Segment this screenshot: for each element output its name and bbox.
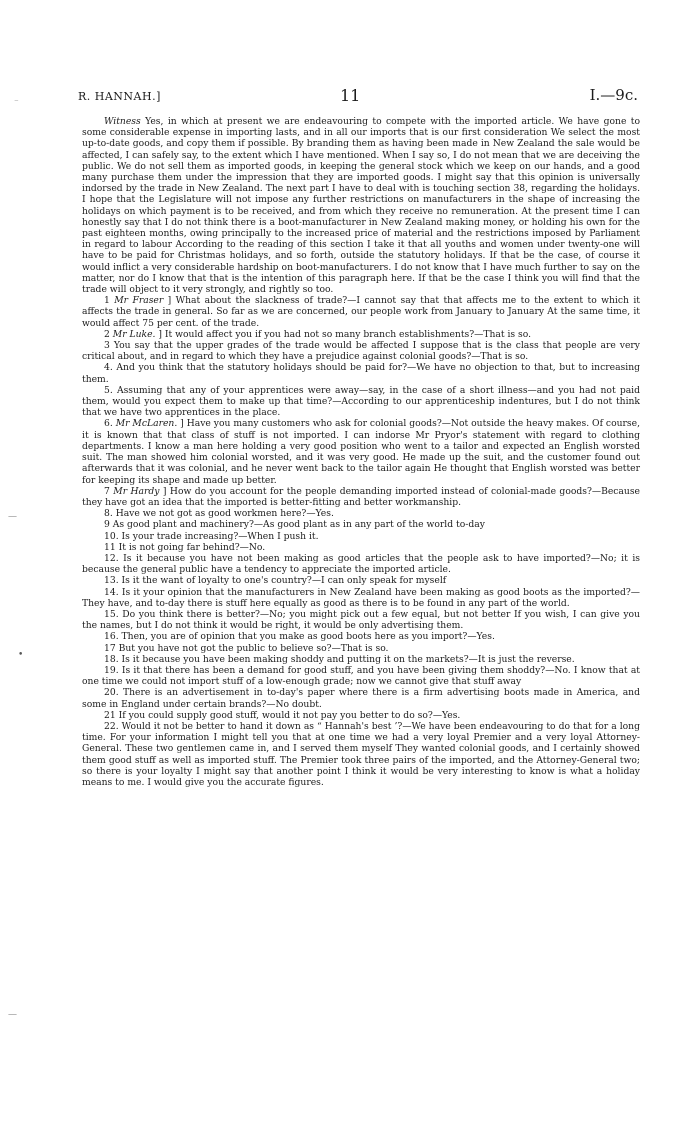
testimony-paragraph [82, 721, 640, 788]
paragraph-text: Do you think there is better?—No; you might pick out a few equal, but not better If you wish, I can give you the names, but I do not think it would be right, it would be only advertising them. [82, 608, 640, 632]
page-header [78, 88, 638, 110]
testimony-paragraph [82, 362, 640, 384]
question-number: 1 [104, 295, 115, 307]
testimony-paragraph [82, 575, 640, 586]
question-number: 20. [104, 687, 123, 699]
paragraph-text: Would it not be better to hand it down as “ Hannah's best ’?—We have been endeavouring to do that for a long time. For your information I might tell you that at one time we had a very loyal Premier and a very loyal Attorney-General. These two gentlemen came in, and I served them myself They wanted colonial goods, and I certainly showed them good stuff as well as imported stuff. The Premier took three pairs of the imported, and the Attorney-General two; so there is your loyalty I might say that another point I think it would be very interesting to know is what a holiday means to me. I would give you the accurate figures. [82, 720, 640, 788]
testimony-paragraph [82, 654, 640, 665]
paragraph-text: Have we not got as good workmen here?—Yes. [115, 508, 334, 520]
margin-mark: • [18, 650, 24, 660]
testimony-paragraph [82, 553, 640, 575]
paragraph-text: If you could supply good stuff, would it not pay you better to do so?—Yes. [118, 709, 461, 721]
paragraph-text: Is it the want of loyalty to one's country?—I can only speak for myself [121, 575, 447, 587]
question-number: 2 [104, 328, 113, 340]
paragraph-text: Is it your opinion that the manufacturers in New Zealand have been making as good boots as the imported?—They have, and to-day there is stuff here equally as good as there is to be found in any part of the world. [82, 586, 640, 609]
testimony-paragraph [82, 508, 640, 519]
testimony-paragraph [82, 631, 640, 642]
paragraph-text: Yes, in which at present we are endeavouring to compete with the imported article. We have gone to some considerable expense in importing lasts, and in all our imports that is our first consideration We select the most up-to-date goods, and copy them if possible. By branding them as having been made in New Zealand the sale would be affected, I can safely say, to the extent which I have mentioned. When I say so, I do not mean that we are deceiving the public. We do not sell them as imported goods, in keeping the general stock which we keep on our hands, and a good many purchase them under the impression that they are imported goods. I might say that this opinion is universally indorsed by the trade in New Zealand. The next part I have to deal with is touching section 38, regarding the holidays. I hope that the Legislature will not impose any further restrictions on manufacturers in the shape of increasing the holidays on which payment is to be received, and from which they receive no remuneration. At the present time I can honestly say that I do not think there is a boot-manufacturer in New Zealand making money, or holding his own for the past eighteen months, owing principally to the increased price of material and the restrictions imposed by Parliament in regard to labour According to the reading of this section I take it that all youths and women under twenty-one will have to be paid for Christmas holidays, and so forth, outside the statutory holidays. If that be the case, of course it would inflict a very considerable hardship on boot-manufacturers. I do not know that I have much further to say on the matter, nor do I know that that is the intention of this paragraph here. If that be the case I think you will find that the trade will object to it very strongly, and rightly so too. [82, 116, 640, 296]
speaker-name: Mr Luke. [112, 328, 156, 340]
speaker-name: Mr Hardy [113, 485, 160, 497]
margin-mark: ⁻ [14, 98, 19, 108]
paragraph-text: Then, you are of opinion that you make as good boots here as you import?—Yes. [121, 631, 495, 643]
paragraph-text: As good plant and machinery?—As good plant as in any part of the world to-day [112, 519, 485, 531]
document-reference: I.—9c. [589, 86, 638, 104]
question-number: 21 [104, 709, 119, 721]
testimony-paragraph [82, 385, 640, 419]
question-number: 18. [104, 653, 122, 665]
testimony-paragraph [82, 295, 640, 329]
paragraph-text: Is it that there has been a demand for good stuff, and you have been giving them shoddy?—No. I know that at one time we could not import stuff of a low-enough grade; now we cannot give that stuff away [82, 664, 640, 688]
question-number: 12. [104, 552, 124, 564]
testimony-paragraph [82, 587, 640, 609]
header-witness-name: R. HANNAH.] [78, 90, 161, 103]
testimony-paragraph [82, 519, 640, 530]
testimony-paragraph [82, 418, 640, 485]
speaker-bracket: ] [163, 295, 172, 307]
paragraph-text: Is it because you have been making shoddy and putting it on the markets?—It is just the reverse. [121, 653, 575, 665]
testimony-paragraph [82, 329, 640, 340]
testimony-paragraph [82, 486, 640, 508]
paragraph-text: You say that the upper grades of the trade would be affected I suppose that is the class that people are very critical about, and in regard to which they have a prejudice against colonial goods?—That is so. [82, 340, 640, 363]
question-number: 10. [104, 530, 122, 542]
paragraph-text: There is an advertisement in to-day's paper where there is a firm advertising boots made in America, and some in England under certain brands?—No doubt. [82, 687, 640, 710]
testimony-paragraph [82, 643, 640, 654]
testimony-paragraph [82, 340, 640, 362]
paragraph-text: What about the slackness of trade?—I cannot say that that affects me to the extent to which it affects the trade in general. So far as we are concerned, our people work from January to January At the same time, it would affect 75 per cent. of the trade. [82, 295, 640, 329]
question-number: 22. [104, 720, 122, 732]
paragraph-text: It is not going far behind?—No. [118, 541, 266, 553]
question-number: 6. [104, 418, 116, 430]
page-number: 11 [340, 86, 361, 105]
paragraph-text: Is your trade increasing?—When I push it. [121, 530, 319, 542]
question-number: 5. [104, 384, 117, 396]
paragraph-text: But you have not got the public to believe so?—That is so. [118, 642, 389, 654]
paragraph-text: And you think that the statutory holidays should be paid for?—We have no objection to that, but to increasing them. [82, 362, 641, 385]
paragraph-text: Assuming that any of your apprentices were away—say, in the case of a short illness—and you had not paid them, would you expect them to make up that time?—According to our apprenticeship indentures, but I do not think that we have two apprentices in the place. [82, 384, 640, 419]
question-number: 11 [104, 541, 119, 553]
question-number: 13. [104, 575, 122, 587]
question-number: 16. [104, 631, 122, 643]
paragraph-text: Have you many customers who ask for colonial goods?—Not outside the heavy makes. Of course, it is known that that class of stuff is not imported. I can indorse Mr Pryor's statement with regard to clothing departments. I know a man here holding a very good position who went to a tailor and expected an English worsted suit. The man showed him colonial worsted, and it was very good. He made up the suit, and the customer found out afterwards that it was colonial, and he never went back to the tailor again He thought that English worsted was better for keeping its shape and made up better. [82, 418, 640, 486]
question-number: 9 [104, 519, 113, 531]
question-number: 15. [104, 608, 123, 620]
margin-mark: — [8, 512, 17, 522]
speaker-name: Mr Fraser [114, 295, 164, 307]
question-number: 14. [104, 586, 122, 598]
speaker-bracket: ] [159, 485, 167, 497]
speaker-bracket: ] [155, 328, 162, 340]
margin-mark: — [8, 1010, 17, 1020]
testimony-paragraph [82, 116, 640, 295]
paragraph-text: Is it because you have not been making as good articles that the people ask to have imported?—No; it is because the general public have a tendency to appreciate the imported article. [82, 552, 640, 576]
paragraph-text: How do you account for the people demanding imported instead of colonial-made goods?—Because they have got an idea that the imported is better-fitting and better workmanship. [82, 485, 640, 508]
speaker-name: Witness [104, 116, 141, 127]
question-number: 17 [104, 642, 119, 654]
testimony-paragraph [82, 542, 640, 553]
testimony-paragraph [82, 710, 640, 721]
testimony-paragraph [82, 609, 640, 631]
speaker-name: Mr McLaren. [115, 418, 178, 430]
question-number: 19. [104, 664, 122, 676]
question-number: 4. [104, 362, 117, 374]
speaker-bracket: ] [177, 418, 184, 430]
testimony-paragraph [82, 687, 640, 709]
paragraph-text: It would affect you if you had not so many branch establishments?—That is so. [161, 328, 532, 340]
question-number: 3 [104, 340, 114, 352]
testimony-paragraph [82, 665, 640, 687]
question-number: 7 [104, 485, 114, 497]
testimony-body [82, 116, 640, 788]
question-number: 8. [104, 508, 116, 520]
testimony-paragraph [82, 531, 640, 542]
